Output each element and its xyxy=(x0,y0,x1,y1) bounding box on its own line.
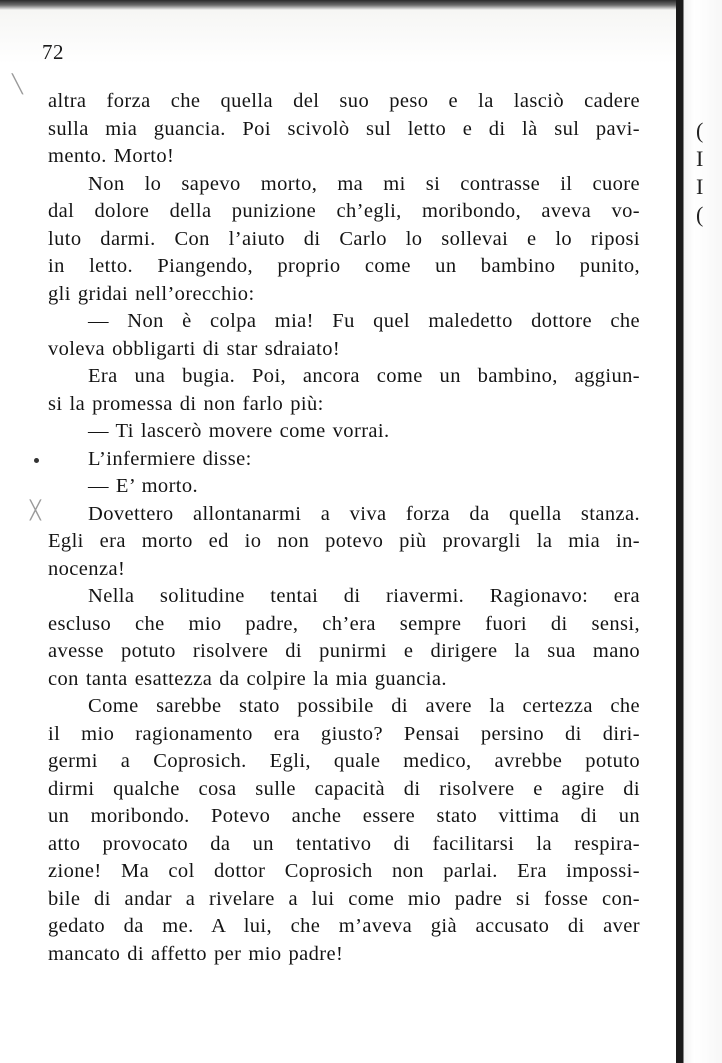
pencil-mark-icon: ╳ xyxy=(30,500,41,521)
facing-page-fragment: ( xyxy=(696,202,704,227)
text-line: voleva obbligarti di star sdraiato! xyxy=(48,337,341,360)
scan-top-edge xyxy=(0,0,690,10)
text-line: mancato di affetto per mio padre! xyxy=(48,942,344,965)
text-line: altra forza che quella del suo peso e la lasciò cadere xyxy=(48,90,640,112)
facing-page-fragment: I xyxy=(696,174,704,199)
text-line: zione! Ma col dottor Coprosich non parlai. Era impossi- xyxy=(48,860,640,882)
text-line: dal dolore della punizione ch’egli, moribondo, aveva vo- xyxy=(48,200,640,222)
text-line: il mio ragionamento era giusto? Pensai persino di diri- xyxy=(48,722,640,745)
text-line: Egli era morto ed io non potevo più provargli la mia in- xyxy=(48,530,640,552)
text-line: Come sarebbe stato possibile di avere la certezza che xyxy=(88,695,640,717)
text-line: Dovettero allontanarmi a viva forza da quella stanza. xyxy=(88,502,640,525)
pencil-mark-icon: ╲ xyxy=(12,74,23,95)
text-line: — Non è colpa mia! Fu quel maledetto dottore che xyxy=(88,310,640,332)
text-line: dirmi qualche cosa sulle capacità di risolvere e agire di xyxy=(48,777,640,800)
facing-page-fragment: ( xyxy=(696,118,704,143)
text-line: avesse potuto risolvere di punirmi e dirigere la sua mano xyxy=(48,640,640,662)
text-line: si la promessa di non farlo più: xyxy=(48,392,324,415)
text-line: un moribondo. Potevo anche essere stato vittima di un xyxy=(48,805,640,827)
text-line: Era una bugia. Poi, ancora come un bambino, aggiun- xyxy=(88,365,640,387)
text-line: — Ti lascerò movere come vorrai. xyxy=(88,420,390,442)
text-line: Nella solitudine tentai di riavermi. Ragionavo: era xyxy=(88,585,640,607)
text-line: sulla mia guancia. Poi scivolò sul letto e di là sul pavi- xyxy=(48,117,640,140)
text-line: bile di andar a rivelare a lui come mio padre si fosse con- xyxy=(48,887,640,910)
text-line: luto darmi. Con l’aiuto di Carlo lo sollevai e lo riposi xyxy=(48,227,640,250)
text-line: Non lo sapevo morto, ma mi si contrasse il cuore xyxy=(88,172,640,195)
page-number: 72 xyxy=(42,40,64,64)
text-line: gedato da me. A lui, che m’aveva già accusato di aver xyxy=(48,915,640,937)
text-line: con tanta esattezza da colpire la mia guancia. xyxy=(48,667,447,690)
facing-page-fragment: I xyxy=(696,146,704,171)
text-line: — E’ morto. xyxy=(88,475,199,497)
ink-dot xyxy=(34,458,39,463)
text-line: gli gridai nell’orecchio: xyxy=(48,282,255,305)
body-text xyxy=(48,88,640,968)
text-line: escluso che mio padre, ch’era sempre fuori di sensi, xyxy=(48,612,640,635)
text-line: in letto. Piangendo, proprio come un bambino punito, xyxy=(48,255,640,277)
text-line: atto provocato da un tentativo di facilitarsi la respira- xyxy=(48,832,640,855)
text-line: germi a Coprosich. Egli, quale medico, avrebbe potuto xyxy=(48,750,640,772)
text-line: L’infermiere disse: xyxy=(88,447,252,470)
text-line: nocenza! xyxy=(48,557,126,580)
text-line: mento. Morto! xyxy=(48,145,175,167)
